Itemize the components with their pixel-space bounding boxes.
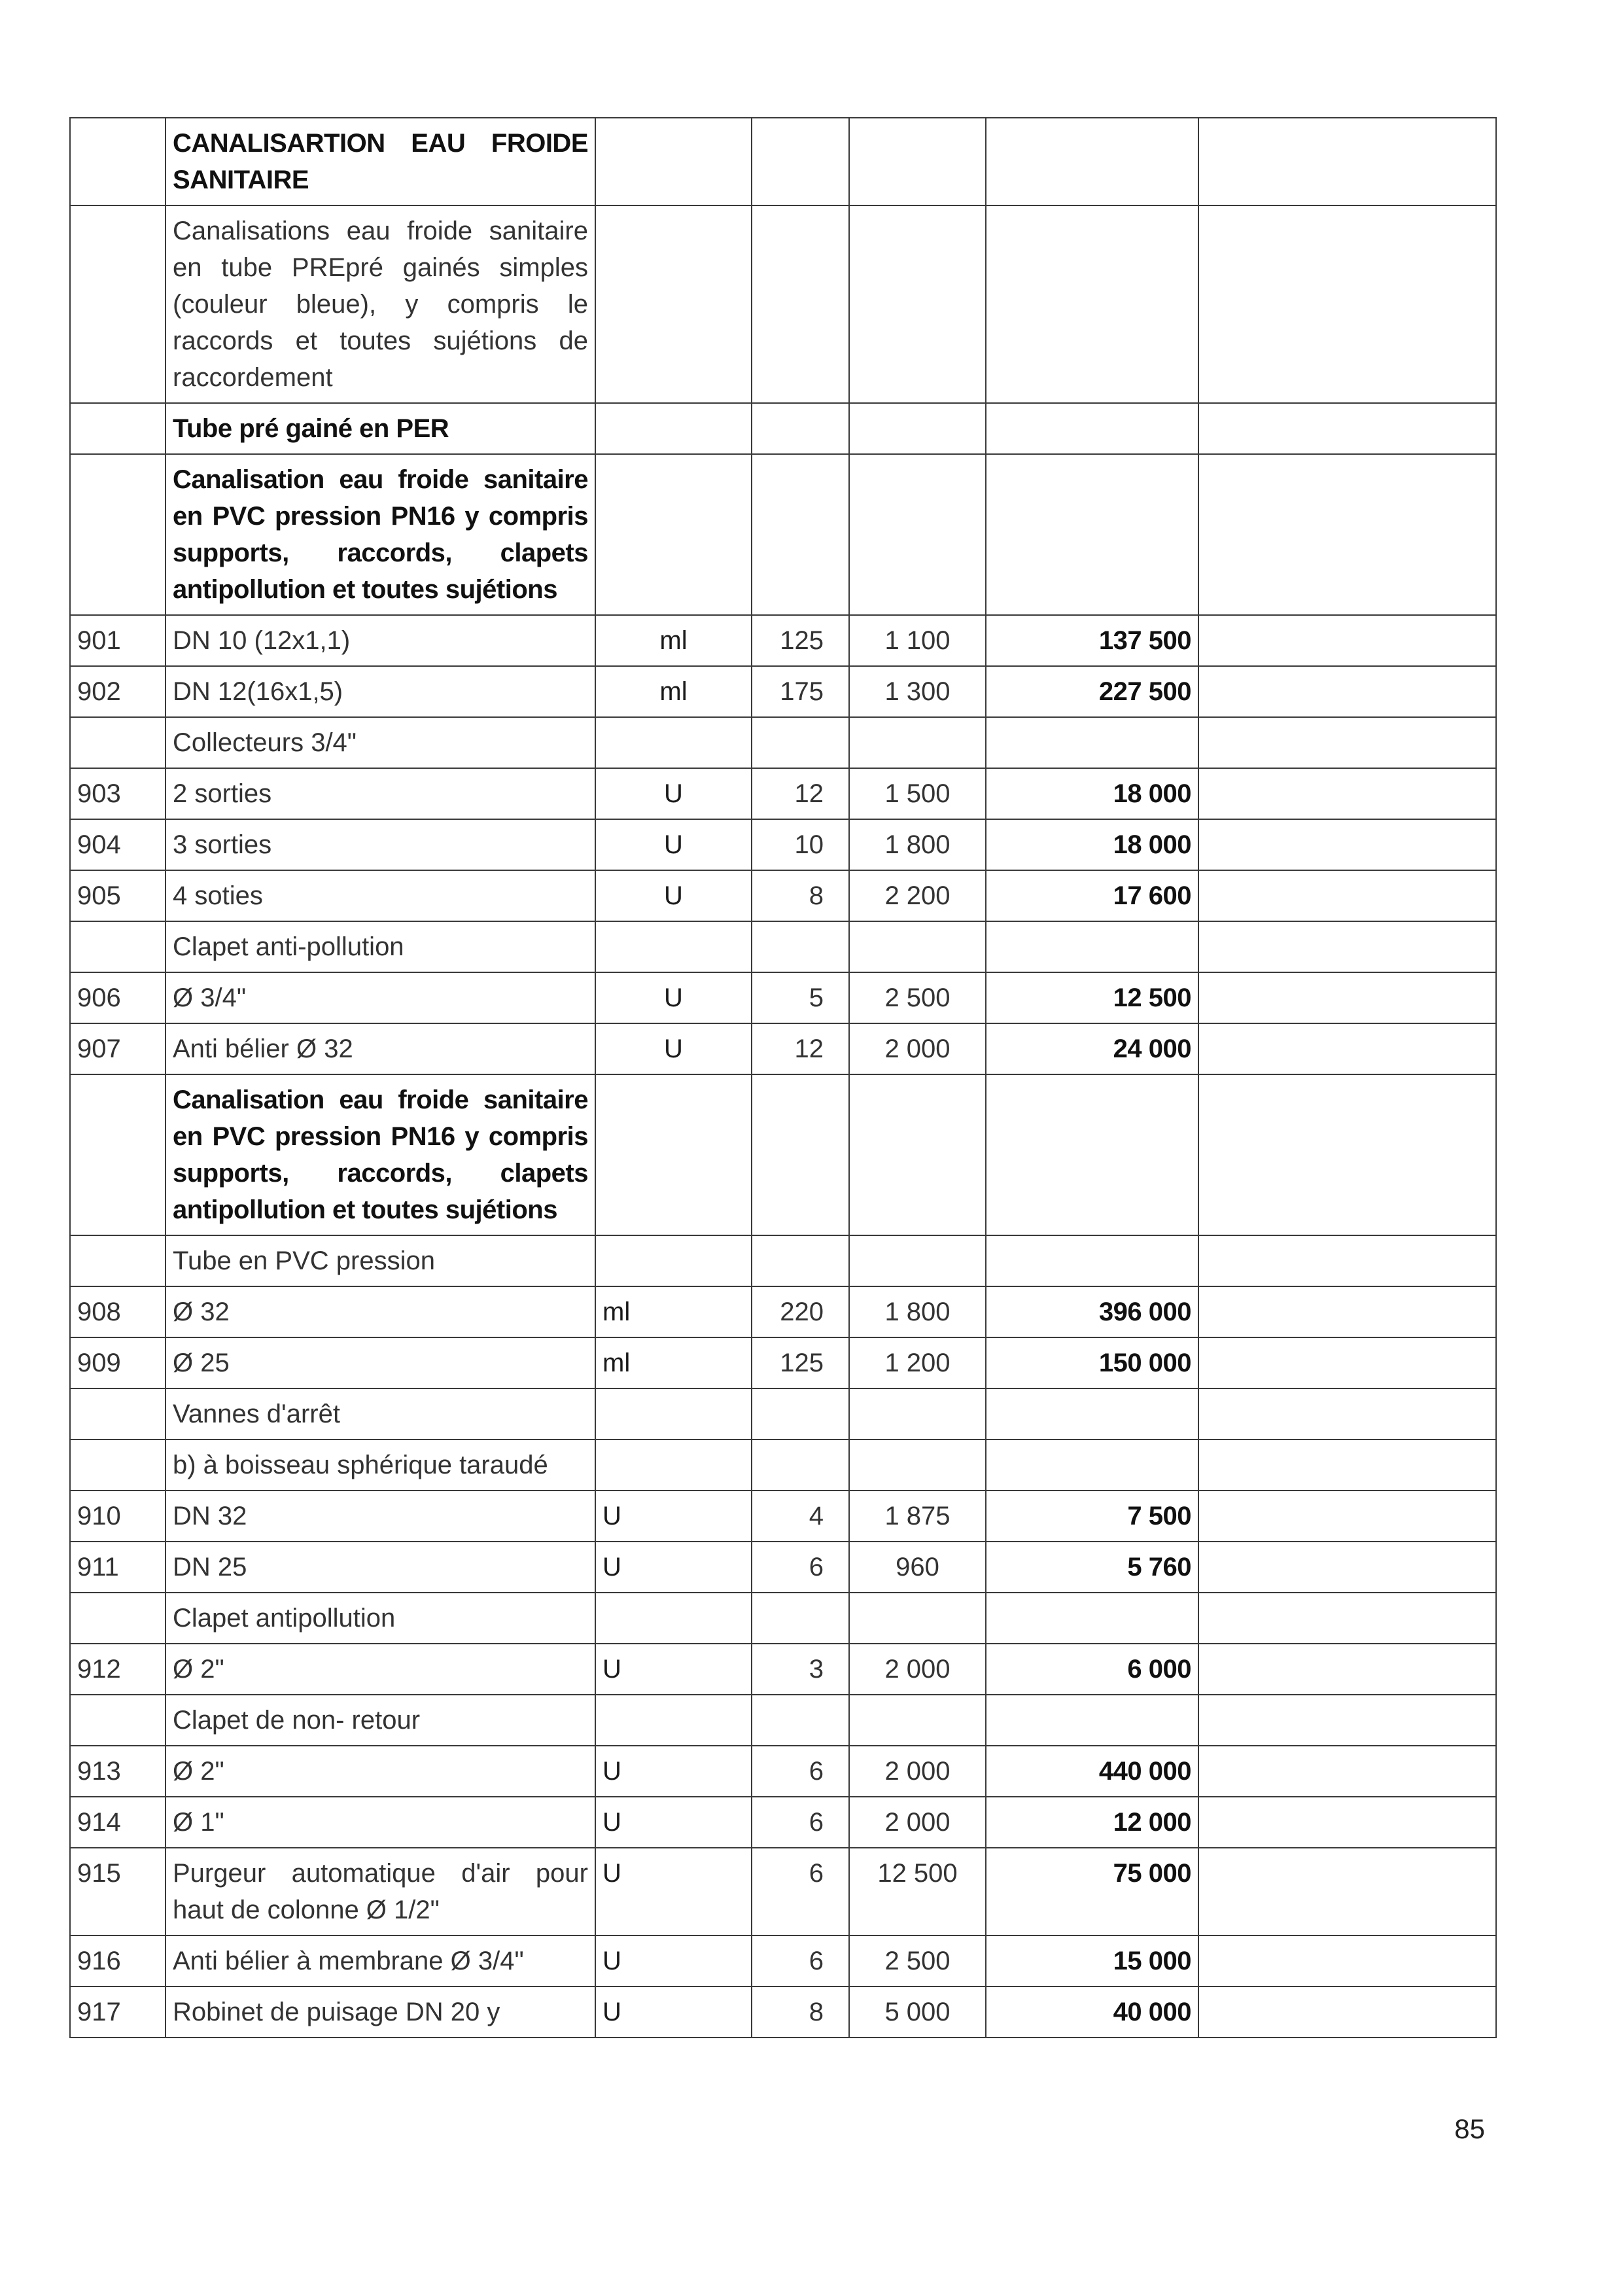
total-amount-cell: [986, 205, 1198, 403]
blank-cell: [1198, 717, 1496, 768]
unit-cell: [595, 1695, 752, 1746]
quantity-cell: [752, 118, 849, 205]
unit-price-cell: 2 200: [849, 870, 986, 921]
table-row: [70, 1987, 1496, 2038]
total-amount-cell: [986, 454, 1198, 615]
designation-cell: DN 25: [166, 1542, 595, 1593]
total-amount-cell: [986, 921, 1198, 972]
item-number-cell: 902: [70, 666, 166, 717]
unit-price-cell: 12 500: [849, 1848, 986, 1935]
table-row: [70, 1542, 1496, 1593]
total-amount-cell: 137 500: [986, 615, 1198, 666]
unit-cell: U: [595, 1987, 752, 2038]
item-number-cell: [70, 1235, 166, 1286]
designation-cell: Tube en PVC pression: [166, 1235, 595, 1286]
blank-cell: [1198, 1388, 1496, 1439]
item-number-cell: 915: [70, 1848, 166, 1935]
blank-cell: [1198, 1439, 1496, 1491]
designation-cell: Robinet de puisage DN 20 y: [166, 1987, 595, 2038]
designation-cell: Canalisation eau froide sanitaire en PVC pression PN16 y compris supports, raccords, clapets antipollution et toutes sujétions: [166, 454, 595, 615]
designation-cell: 2 sorties: [166, 768, 595, 819]
table-row: [70, 1746, 1496, 1797]
unit-price-cell: [849, 921, 986, 972]
unit-cell: [595, 118, 752, 205]
designation-cell: Ø 25: [166, 1337, 595, 1388]
item-number-cell: 911: [70, 1542, 166, 1593]
item-number-cell: 903: [70, 768, 166, 819]
item-number-cell: [70, 1388, 166, 1439]
unit-price-cell: 2 000: [849, 1797, 986, 1848]
item-number-cell: 913: [70, 1746, 166, 1797]
quantity-cell: 6: [752, 1935, 849, 1987]
unit-price-cell: [849, 1388, 986, 1439]
quantity-cell: 125: [752, 1337, 849, 1388]
unit-cell: U: [595, 1491, 752, 1542]
designation-cell: Ø 2": [166, 1644, 595, 1695]
quantity-cell: 12: [752, 768, 849, 819]
unit-price-cell: 1 200: [849, 1337, 986, 1388]
unit-cell: [595, 1593, 752, 1644]
blank-cell: [1198, 454, 1496, 615]
total-amount-cell: 24 000: [986, 1023, 1198, 1074]
blank-cell: [1198, 1023, 1496, 1074]
quantity-cell: [752, 403, 849, 454]
unit-price-cell: 1 100: [849, 615, 986, 666]
total-amount-cell: 7 500: [986, 1491, 1198, 1542]
unit-price-cell: [849, 1593, 986, 1644]
table-row: [70, 717, 1496, 768]
designation-cell: Vannes d'arrêt: [166, 1388, 595, 1439]
unit-price-cell: [849, 1439, 986, 1491]
total-amount-cell: 440 000: [986, 1746, 1198, 1797]
unit-cell: U: [595, 972, 752, 1023]
unit-cell: U: [595, 1797, 752, 1848]
quantity-cell: [752, 717, 849, 768]
total-amount-cell: [986, 403, 1198, 454]
item-number-cell: [70, 1593, 166, 1644]
unit-cell: [595, 1439, 752, 1491]
total-amount-cell: 15 000: [986, 1935, 1198, 1987]
table-row: [70, 768, 1496, 819]
quantity-cell: 5: [752, 972, 849, 1023]
designation-cell: Ø 3/4": [166, 972, 595, 1023]
blank-cell: [1198, 1235, 1496, 1286]
table-row: [70, 1337, 1496, 1388]
designation-cell: Anti bélier Ø 32: [166, 1023, 595, 1074]
unit-cell: U: [595, 1935, 752, 1987]
item-number-cell: [70, 717, 166, 768]
item-number-cell: 901: [70, 615, 166, 666]
item-number-cell: 906: [70, 972, 166, 1023]
total-amount-cell: 40 000: [986, 1987, 1198, 2038]
item-number-cell: [70, 118, 166, 205]
unit-price-cell: [849, 205, 986, 403]
table-row: [70, 1286, 1496, 1337]
total-amount-cell: 5 760: [986, 1542, 1198, 1593]
item-number-cell: 908: [70, 1286, 166, 1337]
table-row: [70, 819, 1496, 870]
unit-cell: U: [595, 1644, 752, 1695]
blank-cell: [1198, 1286, 1496, 1337]
total-amount-cell: 18 000: [986, 768, 1198, 819]
table-row: [70, 1935, 1496, 1987]
table-row: [70, 870, 1496, 921]
unit-cell: [595, 1074, 752, 1235]
table-row: [70, 1593, 1496, 1644]
quantity-cell: [752, 1695, 849, 1746]
designation-cell: Ø 2": [166, 1746, 595, 1797]
quantity-cell: 6: [752, 1848, 849, 1935]
designation-cell: Purgeur automatique d'air pour haut de colonne Ø 1/2": [166, 1848, 595, 1935]
quantity-cell: 6: [752, 1542, 849, 1593]
table-row: [70, 454, 1496, 615]
total-amount-cell: [986, 1593, 1198, 1644]
total-amount-cell: 12 000: [986, 1797, 1198, 1848]
designation-cell: Canalisation eau froide sanitaire en PVC pression PN16 y compris supports, raccords, clapets antipollution et toutes sujétions: [166, 1074, 595, 1235]
total-amount-cell: 18 000: [986, 819, 1198, 870]
quantity-cell: [752, 921, 849, 972]
total-amount-cell: 6 000: [986, 1644, 1198, 1695]
total-amount-cell: 396 000: [986, 1286, 1198, 1337]
total-amount-cell: [986, 1695, 1198, 1746]
table-row: [70, 205, 1496, 403]
total-amount-cell: [986, 1388, 1198, 1439]
table-row: [70, 1491, 1496, 1542]
item-number-cell: [70, 205, 166, 403]
blank-cell: [1198, 768, 1496, 819]
unit-price-cell: [849, 1074, 986, 1235]
blank-cell: [1198, 1746, 1496, 1797]
blank-cell: [1198, 921, 1496, 972]
designation-cell: 3 sorties: [166, 819, 595, 870]
item-number-cell: 905: [70, 870, 166, 921]
table-row: [70, 1439, 1496, 1491]
unit-cell: [595, 403, 752, 454]
unit-price-cell: [849, 1695, 986, 1746]
blank-cell: [1198, 1644, 1496, 1695]
bill-of-quantities-table: [69, 117, 1497, 2038]
blank-cell: [1198, 118, 1496, 205]
designation-cell: Anti bélier à membrane Ø 3/4": [166, 1935, 595, 1987]
total-amount-cell: 17 600: [986, 870, 1198, 921]
item-number-cell: [70, 1074, 166, 1235]
blank-cell: [1198, 1797, 1496, 1848]
unit-cell: [595, 1388, 752, 1439]
designation-cell: Canalisations eau froide sanitaire en tube PREpré gainés simples (couleur bleue), y compris le raccords et toutes sujétions de raccordement: [166, 205, 595, 403]
quantity-cell: [752, 1235, 849, 1286]
unit-cell: ml: [595, 1337, 752, 1388]
total-amount-cell: [986, 118, 1198, 205]
total-amount-cell: [986, 1074, 1198, 1235]
table-row: [70, 1797, 1496, 1848]
quantity-cell: 4: [752, 1491, 849, 1542]
quantity-cell: 3: [752, 1644, 849, 1695]
quantity-cell: 6: [752, 1797, 849, 1848]
quantity-cell: [752, 1593, 849, 1644]
item-number-cell: [70, 454, 166, 615]
unit-cell: ml: [595, 666, 752, 717]
unit-cell: [595, 717, 752, 768]
blank-cell: [1198, 1987, 1496, 2038]
unit-price-cell: 1 500: [849, 768, 986, 819]
designation-cell: Ø 1": [166, 1797, 595, 1848]
blank-cell: [1198, 819, 1496, 870]
blank-cell: [1198, 1542, 1496, 1593]
quantity-cell: 6: [752, 1746, 849, 1797]
unit-cell: [595, 454, 752, 615]
designation-cell: Collecteurs 3/4": [166, 717, 595, 768]
unit-price-cell: 2 000: [849, 1746, 986, 1797]
designation-cell: Ø 32: [166, 1286, 595, 1337]
item-number-cell: 917: [70, 1987, 166, 2038]
unit-cell: ml: [595, 615, 752, 666]
designation-cell: Clapet anti-pollution: [166, 921, 595, 972]
table-row: [70, 1695, 1496, 1746]
quantity-cell: [752, 205, 849, 403]
item-number-cell: 907: [70, 1023, 166, 1074]
unit-price-cell: [849, 1235, 986, 1286]
blank-cell: [1198, 615, 1496, 666]
blank-cell: [1198, 403, 1496, 454]
table-row: [70, 921, 1496, 972]
item-number-cell: [70, 403, 166, 454]
item-number-cell: 909: [70, 1337, 166, 1388]
item-number-cell: [70, 1439, 166, 1491]
total-amount-cell: [986, 1439, 1198, 1491]
item-number-cell: 914: [70, 1797, 166, 1848]
blank-cell: [1198, 205, 1496, 403]
designation-cell: DN 10 (12x1,1): [166, 615, 595, 666]
unit-cell: ml: [595, 1286, 752, 1337]
table-row: [70, 403, 1496, 454]
blank-cell: [1198, 1695, 1496, 1746]
unit-cell: U: [595, 1023, 752, 1074]
blank-cell: [1198, 1848, 1496, 1935]
blank-cell: [1198, 972, 1496, 1023]
blank-cell: [1198, 1593, 1496, 1644]
blank-cell: [1198, 666, 1496, 717]
total-amount-cell: 150 000: [986, 1337, 1198, 1388]
unit-price-cell: [849, 403, 986, 454]
blank-cell: [1198, 1935, 1496, 1987]
quantity-cell: [752, 1439, 849, 1491]
unit-price-cell: 2 500: [849, 1935, 986, 1987]
unit-cell: U: [595, 1542, 752, 1593]
table-row: [70, 1235, 1496, 1286]
table-row: [70, 1074, 1496, 1235]
unit-cell: U: [595, 819, 752, 870]
unit-cell: U: [595, 1746, 752, 1797]
designation-cell: Clapet de non- retour: [166, 1695, 595, 1746]
designation-cell: 4 soties: [166, 870, 595, 921]
unit-price-cell: 1 300: [849, 666, 986, 717]
page-number: 85: [1454, 2113, 1485, 2144]
table-row: [70, 1644, 1496, 1695]
item-number-cell: [70, 921, 166, 972]
quantity-cell: [752, 454, 849, 615]
unit-cell: U: [595, 1848, 752, 1935]
table-row: [70, 1023, 1496, 1074]
unit-price-cell: [849, 717, 986, 768]
unit-cell: [595, 921, 752, 972]
table-row: [70, 1388, 1496, 1439]
unit-price-cell: 5 000: [849, 1987, 986, 2038]
unit-price-cell: 1 875: [849, 1491, 986, 1542]
blank-cell: [1198, 1337, 1496, 1388]
designation-cell: CANALISARTION EAU FROIDE SANITAIRE: [166, 118, 595, 205]
table-row: [70, 666, 1496, 717]
unit-price-cell: 2 500: [849, 972, 986, 1023]
total-amount-cell: [986, 1235, 1198, 1286]
quantity-cell: 125: [752, 615, 849, 666]
table-row: [70, 118, 1496, 205]
item-number-cell: 904: [70, 819, 166, 870]
designation-cell: b) à boisseau sphérique taraudé: [166, 1439, 595, 1491]
unit-cell: [595, 205, 752, 403]
quantity-cell: 8: [752, 870, 849, 921]
unit-cell: U: [595, 768, 752, 819]
unit-price-cell: 2 000: [849, 1644, 986, 1695]
unit-price-cell: [849, 454, 986, 615]
total-amount-cell: 227 500: [986, 666, 1198, 717]
quantity-cell: 175: [752, 666, 849, 717]
designation-cell: Clapet antipollution: [166, 1593, 595, 1644]
quantity-cell: 10: [752, 819, 849, 870]
unit-price-cell: [849, 118, 986, 205]
item-number-cell: 910: [70, 1491, 166, 1542]
designation-cell: DN 12(16x1,5): [166, 666, 595, 717]
unit-price-cell: 1 800: [849, 1286, 986, 1337]
blank-cell: [1198, 870, 1496, 921]
table-row: [70, 615, 1496, 666]
item-number-cell: 912: [70, 1644, 166, 1695]
unit-price-cell: 1 800: [849, 819, 986, 870]
table-body: [70, 118, 1496, 2038]
unit-price-cell: 960: [849, 1542, 986, 1593]
item-number-cell: [70, 1695, 166, 1746]
total-amount-cell: 75 000: [986, 1848, 1198, 1935]
quantity-cell: [752, 1388, 849, 1439]
quantity-cell: 220: [752, 1286, 849, 1337]
total-amount-cell: [986, 717, 1198, 768]
designation-cell: DN 32: [166, 1491, 595, 1542]
unit-price-cell: 2 000: [849, 1023, 986, 1074]
unit-cell: [595, 1235, 752, 1286]
item-number-cell: 916: [70, 1935, 166, 1987]
quantity-cell: 12: [752, 1023, 849, 1074]
designation-cell: Tube pré gainé en PER: [166, 403, 595, 454]
blank-cell: [1198, 1074, 1496, 1235]
blank-cell: [1198, 1491, 1496, 1542]
unit-cell: U: [595, 870, 752, 921]
quantity-cell: 8: [752, 1987, 849, 2038]
quantity-cell: [752, 1074, 849, 1235]
table-row: [70, 1848, 1496, 1935]
table-row: [70, 972, 1496, 1023]
total-amount-cell: 12 500: [986, 972, 1198, 1023]
